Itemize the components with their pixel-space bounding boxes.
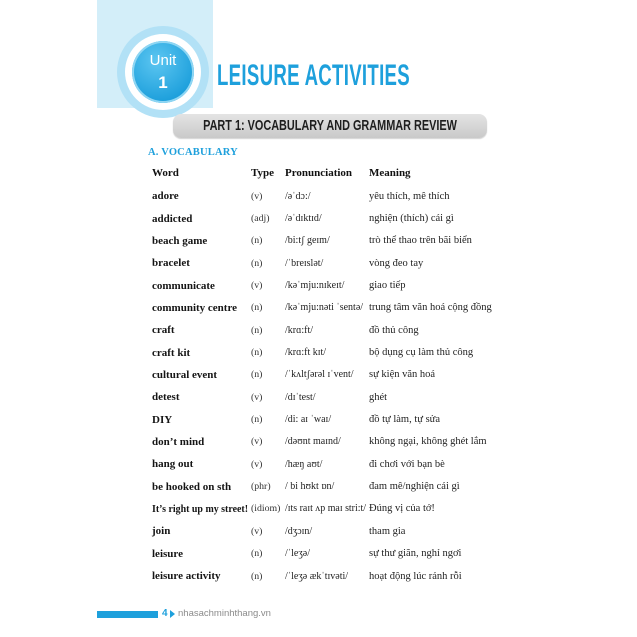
header-pronunciation: Pronunciation	[285, 167, 353, 179]
pronunciation-cell	[285, 213, 369, 224]
footer-bar	[97, 611, 158, 618]
meaning-cell: ghét	[369, 391, 388, 403]
word-cell	[152, 391, 251, 403]
meaning-cell: đồ thủ công	[369, 324, 419, 336]
pronunciation-text: /di: aɪ ˈwaɪ/	[285, 414, 332, 426]
word-cell	[152, 525, 251, 537]
type-cell: (v)	[251, 391, 263, 403]
type-cell: (n)	[251, 302, 263, 314]
word-text: hang out	[152, 458, 194, 471]
table-row	[152, 386, 512, 408]
word-cell	[152, 190, 251, 202]
type-cell: (v)	[251, 525, 263, 537]
page-number: 4	[162, 608, 168, 619]
meaning-cell: Đúng vị của tớ!	[369, 503, 435, 515]
unit-badge	[132, 41, 194, 103]
table-row	[152, 319, 512, 341]
word-text: communicate	[152, 279, 215, 292]
pronunciation-cell	[285, 347, 369, 358]
word-text: detest	[152, 391, 180, 404]
type-cell: (adj)	[251, 213, 270, 225]
type-cell: (n)	[251, 414, 263, 426]
meaning-cell: đam mê/nghiện cái gì	[369, 481, 460, 493]
meaning-cell: vòng đeo tay	[369, 257, 424, 269]
word-cell	[152, 548, 251, 560]
word-text: cultural event	[152, 368, 218, 381]
table-row	[152, 498, 512, 520]
pronunciation-text: /ˈleʒə/	[285, 548, 310, 560]
pronunciation-cell	[285, 369, 369, 380]
pronunciation-cell	[285, 414, 369, 425]
pronunciation-text: /dəʊnt maɪnd/	[285, 436, 341, 448]
word-text: be hooked on sth	[152, 480, 232, 493]
pronunciation-cell	[285, 280, 369, 291]
word-cell	[152, 347, 251, 359]
word-text: join	[152, 525, 171, 538]
type-cell: (n)	[251, 235, 263, 247]
table-header	[152, 161, 512, 185]
pronunciation-text: /ɪts raɪt ʌp maɪ stri:t/	[285, 503, 367, 515]
word-text: community centre	[152, 301, 238, 314]
triangle-right-icon	[170, 610, 175, 618]
word-cell	[152, 280, 251, 292]
pronunciation-cell	[285, 526, 369, 537]
word-cell	[152, 503, 251, 515]
table-row	[152, 274, 512, 296]
vocabulary-table	[152, 161, 512, 587]
meaning-cell: bộ dụng cụ làm thủ công	[369, 347, 474, 359]
word-text: addicted	[152, 212, 193, 225]
type-cell: (phr)	[251, 481, 271, 493]
type-cell: (v)	[251, 458, 263, 470]
type-cell: (v)	[251, 190, 263, 202]
word-cell	[152, 369, 251, 381]
word-text: bracelet	[152, 257, 190, 270]
word-cell	[152, 414, 251, 426]
word-cell	[152, 257, 251, 269]
meaning-cell: sự kiện văn hoá	[369, 369, 436, 381]
type-cell: (n)	[251, 257, 263, 269]
word-cell	[152, 481, 251, 493]
section-heading: A. VOCABULARY	[148, 147, 238, 158]
word-text: leisure	[152, 547, 183, 560]
table-row	[152, 431, 512, 453]
header-type: Type	[251, 167, 275, 179]
meaning-cell: hoạt động lúc rảnh rỗi	[369, 570, 462, 582]
word-cell	[152, 235, 251, 247]
pronunciation-text: /bi:tʃ geɪm/	[285, 235, 330, 247]
word-text: craft kit	[152, 346, 191, 359]
pronunciation-cell	[285, 436, 369, 447]
table-row	[152, 297, 512, 319]
type-cell: (n)	[251, 324, 263, 336]
meaning-cell: đi chơi với bạn bè	[369, 458, 445, 470]
type-cell: (v)	[251, 280, 263, 292]
pronunciation-cell	[285, 302, 369, 313]
part-heading-bar	[173, 114, 487, 138]
table-row	[152, 565, 512, 587]
table-row	[152, 252, 512, 274]
meaning-cell: nghiện (thích) cái gì	[369, 213, 454, 225]
pronunciation-text: /kəˈmju:nɪkeɪt/	[285, 280, 345, 292]
table-row	[152, 185, 512, 207]
meaning-cell: yêu thích, mê thích	[369, 190, 450, 202]
footer-website: nhasachminhthang.vn	[178, 608, 271, 619]
pronunciation-cell	[285, 392, 369, 403]
word-cell	[152, 458, 251, 470]
pronunciation-text: / bi hʊkt ɒn/	[285, 481, 335, 493]
table-row	[152, 475, 512, 497]
pronunciation-text: /hæŋ aʊt/	[285, 458, 323, 470]
part-heading: PART 1: VOCABULARY AND GRAMMAR REVIEW	[203, 117, 457, 134]
word-text: don’t mind	[152, 435, 205, 448]
pronunciation-text: /əˈdɔ:/	[285, 190, 311, 202]
pronunciation-text: /dɪˈtest/	[285, 391, 316, 403]
word-text: It’s right up my street!	[152, 502, 249, 515]
table-row	[152, 543, 512, 565]
pronunciation-cell	[285, 191, 369, 202]
unit-number: 1	[158, 72, 168, 92]
meaning-cell: đồ tự làm, tự sửa	[369, 414, 441, 426]
pronunciation-text: /krɑ:ft/	[285, 324, 314, 336]
table-row	[152, 520, 512, 542]
meaning-cell: tham gia	[369, 525, 406, 537]
meaning-cell: trò thể thao trên bãi biển	[369, 235, 472, 247]
word-text: leisure activity	[152, 570, 221, 583]
table-row	[152, 364, 512, 386]
meaning-cell: giao tiếp	[369, 280, 406, 292]
pronunciation-cell	[285, 503, 369, 514]
word-text: DIY	[152, 413, 173, 426]
pronunciation-cell	[285, 258, 369, 269]
table-row	[152, 453, 512, 475]
pronunciation-text: /dʒɔɪn/	[285, 525, 313, 537]
pronunciation-text: /krɑ:ft kɪt/	[285, 347, 327, 359]
table-row	[152, 230, 512, 252]
type-cell: (n)	[251, 570, 263, 582]
type-cell: (n)	[251, 548, 263, 560]
meaning-cell: trung tâm văn hoá cộng đồng	[369, 302, 492, 314]
pronunciation-cell	[285, 571, 369, 582]
word-text: adore	[152, 190, 179, 203]
word-text: craft	[152, 324, 175, 337]
table-row	[152, 408, 512, 430]
type-cell: (n)	[251, 369, 263, 381]
pronunciation-text: /ˈbreɪslət/	[285, 257, 324, 269]
table-row	[152, 341, 512, 363]
word-cell	[152, 302, 251, 314]
pronunciation-cell	[285, 325, 369, 336]
type-cell: (idiom)	[251, 503, 281, 515]
pronunciation-text: /əˈdɪktɪd/	[285, 213, 322, 225]
unit-label: Unit	[149, 51, 177, 69]
pronunciation-text: /ˈkʌltʃərəl ɪˈvent/	[285, 369, 354, 381]
table-row	[152, 207, 512, 229]
pronunciation-cell	[285, 459, 369, 470]
word-cell	[152, 324, 251, 336]
word-text: beach game	[152, 234, 208, 247]
pronunciation-text: /ˈleʒə ækˈtɪvəti/	[285, 570, 349, 582]
pronunciation-cell	[285, 548, 369, 559]
word-cell	[152, 570, 251, 582]
pronunciation-text: /kəˈmju:nəti ˈsentə/	[285, 302, 364, 314]
header-word: Word	[152, 167, 179, 179]
pronunciation-cell	[285, 481, 369, 492]
meaning-cell: không ngại, không ghét lắm	[369, 436, 487, 448]
pronunciation-cell	[285, 235, 369, 246]
page-title: LEISURE ACTIVITIES	[217, 59, 410, 92]
header-meaning: Meaning	[369, 167, 411, 179]
meaning-cell: sự thư giãn, nghỉ ngơi	[369, 548, 462, 560]
word-cell	[152, 436, 251, 448]
type-cell: (n)	[251, 347, 263, 359]
word-cell	[152, 213, 251, 225]
type-cell: (v)	[251, 436, 263, 448]
